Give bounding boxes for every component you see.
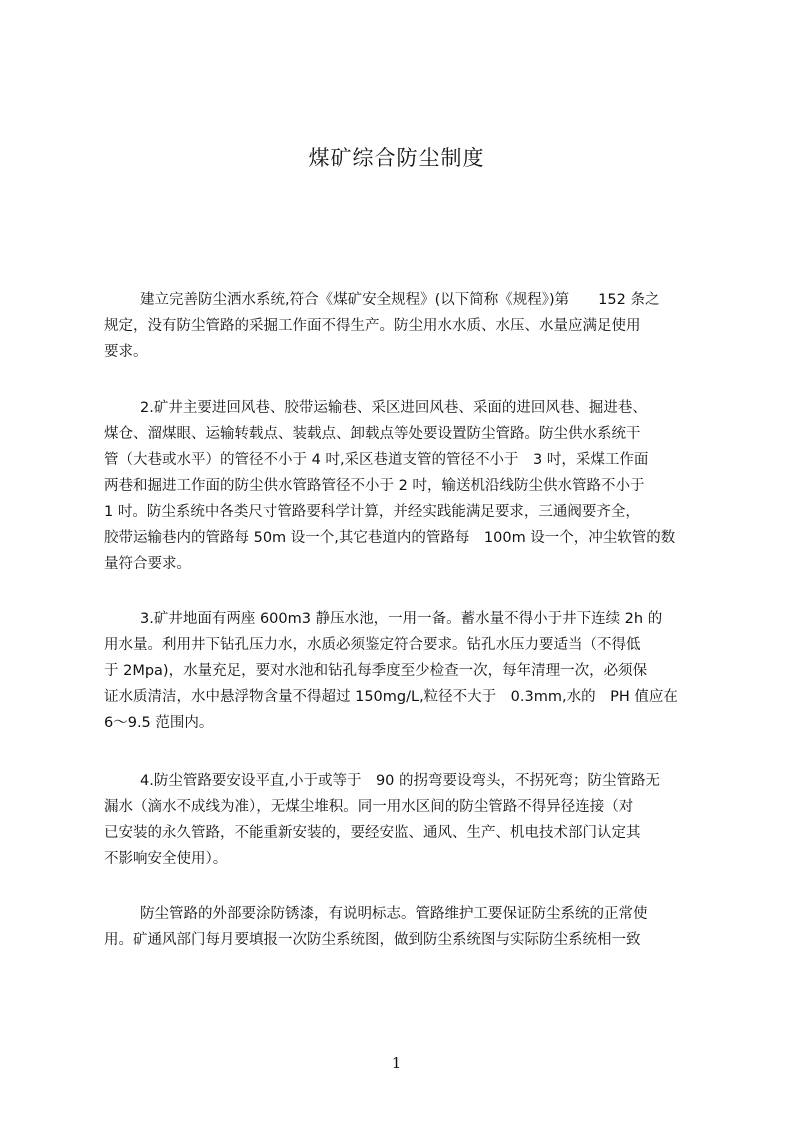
text-line: 管（大巷或水平）的管径不小于 4 吋,采区巷道支管的管径不小于 3 吋，采煤工作面 xyxy=(104,452,649,468)
text-line: 4.防尘管路要安设平直,小于或等于 90 的拐弯要设弯头，不拐死弯；防尘管路无 xyxy=(140,773,661,789)
text-line: 防尘管路的外部要涂防锈漆，有说明标志。管路维护工要保证防尘系统的正常使 xyxy=(140,906,648,922)
text-line: 两巷和掘进工作面的防尘供水管路管径不小于 2 吋，输送机沿线防尘供水管路不小于 xyxy=(104,478,645,494)
text-line: 6～9.5 范围内。 xyxy=(104,715,214,731)
page-number: 1 xyxy=(391,1054,402,1072)
text-line: 用水量。利用井下钻孔压力水，水质必须鉴定符合要求。钻孔水压力要适当（不得低 xyxy=(104,637,641,653)
text-line: 漏水（滴水不成线为准），无煤尘堆积。同一用水区间的防尘管路不得异径连接（对 xyxy=(104,799,634,815)
text-line: 胶带运输巷内的管路每 50m 设一个,其它巷道内的管路每 100m 设一个，冲尘软管的数 xyxy=(104,530,676,546)
text-line: 已安装的永久管路，不能重新安装的，要经安监、通风、生产、机电技术部门认定其 xyxy=(104,825,641,841)
text-line: 3.矿井地面有两座 600m3 静压水池，一用一备。蓄水量不得小于井下连续 2h 的 xyxy=(140,611,663,627)
paragraph-dust-system xyxy=(104,287,700,365)
paragraph-pipeline-setup xyxy=(104,395,700,577)
text-line: 2.矿井主要进回风巷、胶带运输巷、采区进回风巷、采面的进回风巷、掘进巷、 xyxy=(140,400,647,416)
text-line: 证水质清洁，水中悬浮物含量不得超过 150mg/L,粒径不大于 0.3mm,水的 PH 值应在 xyxy=(104,689,678,705)
text-line: 于 2Mpa)，水量充足，要对水池和钻孔每季度至少检查一次，每年清理一次，必须保 xyxy=(104,663,648,679)
text-line: 建立完善防尘洒水系统,符合《煤矿安全规程》(以下简称《规程》)第 152 条之 xyxy=(140,292,660,308)
text-line: 1 吋。防尘系统中各类尺寸管路要科学计算，并经实践能满足要求，三通阀要齐全， xyxy=(104,504,640,520)
text-line: 煤仓、溜煤眼、运输转载点、装载点、卸载点等处要设置防尘管路。防尘供水系统干 xyxy=(104,426,641,442)
paragraph-water-pools xyxy=(104,606,700,736)
text-line: 要求。 xyxy=(104,344,148,360)
paragraph-pipe-maintenance xyxy=(104,901,700,953)
text-line: 量符合要求。 xyxy=(104,556,191,572)
text-line: 用。矿通风部门每月要填报一次防尘系统图，做到防尘系统图与实际防尘系统相一致 xyxy=(104,932,641,948)
text-line: 不影响安全使用）。 xyxy=(104,851,228,867)
text-line: 规定，没有防尘管路的采掘工作面不得生产。防尘用水水质、水压、水量应满足使用 xyxy=(104,318,641,334)
document-title: 煤矿综合防尘制度 xyxy=(308,146,485,170)
paragraph-pipe-installation xyxy=(104,768,700,872)
